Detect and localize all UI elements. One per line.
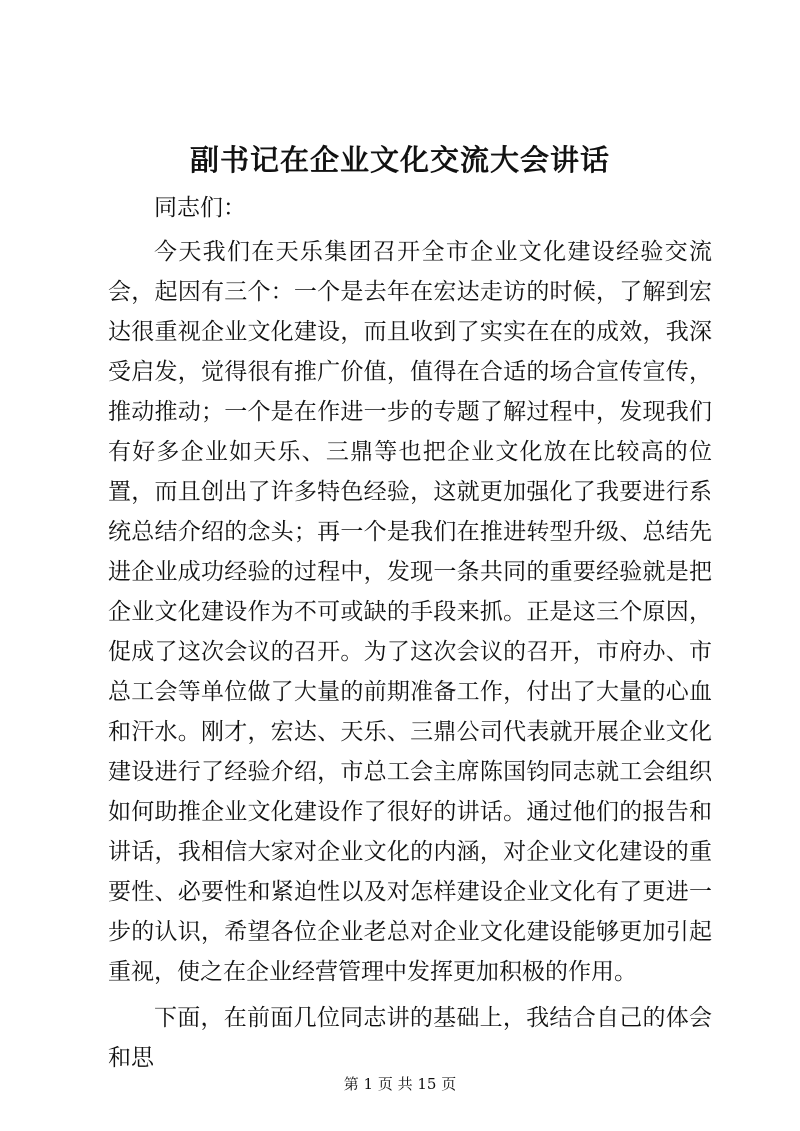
paragraph: 今天我们在天乐集团召开全市企业文化建设经验交流会，起因有三个：一个是去年在宏达走访的时候，了解到宏达很重视企业文化建设，而且收到了实实在在的成效，我深受启发，觉得很有推广价值，值得在合适的场合宣传宣传，推动推动；一个是在作进一步的专题了解过程中，发现我们有好多企业如天乐、三鼎等也把企业文化放在比较高的位置，而且创出了许多特色经验，这就更加强化了我要进行系统总结介绍的念头；再一个是我们在推进转型升级、总结先进企业成功经验的过程中，发现一条共同的重要经验就是把企业文化建设作为不可或缺的手段来抓。正是这三个原因，促成了这次会议的召开。为了这次会议的召开，市府办、市总工会等单位做了大量的前期准备工作，付出了大量的心血和汗水。刚才，宏达、天乐、三鼎公司代表就开展企业文化建设进行了经验介绍，市总工会主席陈国钧同志就工会组织如何助推企业文化建设作了很好的讲话。通过他们的报告和讲话，我相信大家对企业文化的内涵，对企业文化建设的重要性、必要性和紧迫性以及对怎样建设企业文化有了更进一步的认识，希望各位企业老总对企业文化建设能够更加引起重视，使之在企业经营管理中发挥更加积极的作用。: [108, 239, 712, 985]
salutation: 同志们：: [154, 195, 246, 221]
document-title: 副书记在企业文化交流大会讲话: [189, 143, 610, 177]
paragraph: 下面，在前面几位同志讲的基础上，我结合自己的体会和思: [108, 1005, 712, 1071]
page-number-footer: 第 1 页 共 15 页: [343, 1075, 457, 1093]
document-body: [108, 188, 712, 1078]
